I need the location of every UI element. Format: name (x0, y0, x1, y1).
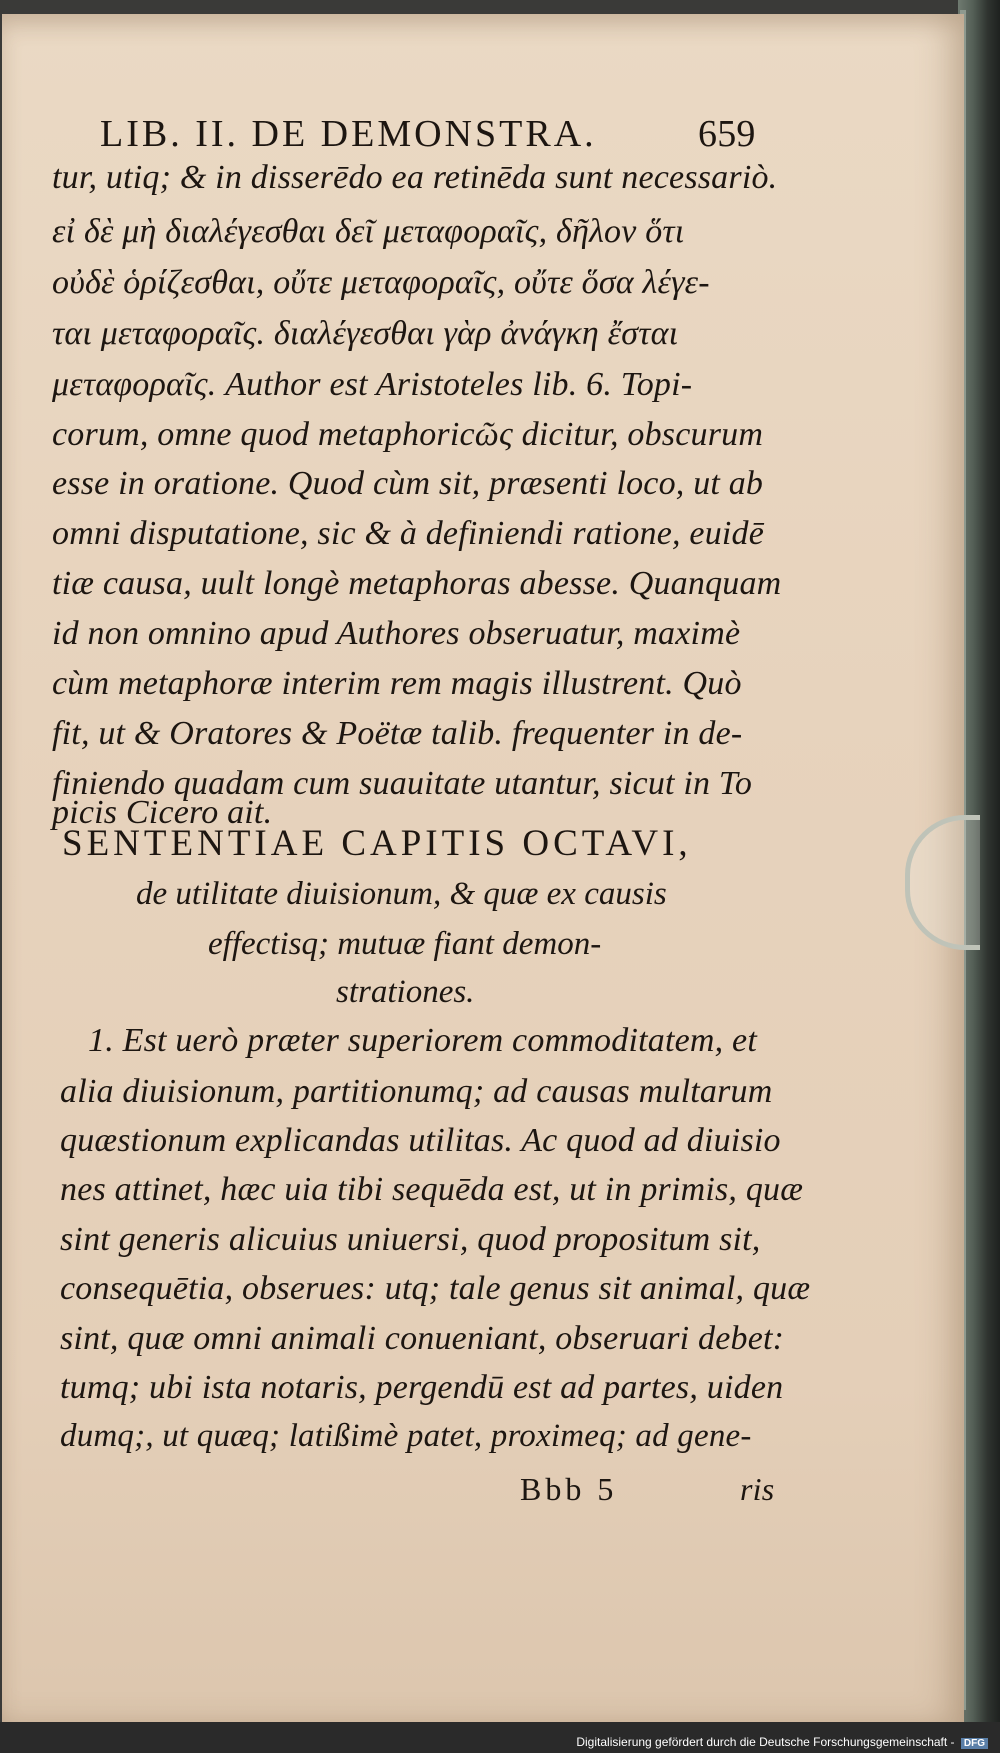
chapter-subtitle-line: strationes. (336, 974, 475, 1010)
body-line: finiendo quadam cum suauitate utantur, sicut in To (52, 765, 753, 802)
section-line: dumq;, ut quæq; latißimè patet, proximeq; ad gene- (60, 1418, 752, 1454)
section-line: nes attinet, hæc uia tibi sequēda est, ut in primis, quæ (60, 1171, 804, 1208)
body-line-last: picis Cicero ait. (52, 794, 273, 831)
signature-mark: Bbb 5 (520, 1471, 618, 1507)
section-line: 1. Est uerò præter superiorem commoditatem, et (88, 1022, 757, 1059)
body-line-greek: οὐδὲ ὁρίζεσθαι, οὔτε μεταφοραῖς, οὔτε ὅσα λέγε- (52, 264, 710, 301)
catchword: ris (740, 1471, 775, 1507)
digitization-credit-text: Digitalisierung gefördert durch die Deutsche Forschungsgemeinschaft - (576, 1735, 955, 1749)
body-line: fit, ut & Oratores & Poëtæ talib. frequenter in de- (52, 715, 743, 752)
body-line-greek: εἰ δὲ μὴ διαλέγεσθαι δεῖ μεταφοραῖς, δῆλον ὅτι (52, 213, 685, 250)
section-line: tumq; ubi ista notaris, pergendū est ad partes, uiden (60, 1369, 784, 1406)
section-line: consequētia, obserues: utq; tale genus sit animal, quæ (60, 1270, 811, 1307)
book-page (2, 14, 964, 1724)
body-line: id non omnino apud Authores obseruatur, maximè (52, 615, 741, 652)
body-line: tur, utiq; & in disserēdo ea retinēda sunt necessariò. (52, 159, 778, 196)
section-line: alia diuisionum, partitionumq; ad causas multarum (60, 1073, 773, 1110)
body-line: esse in oratione. Quod cùm sit, præsenti loco, ut ab (52, 465, 764, 502)
chapter-subtitle-line: de utilitate diuisionum, & quæ ex causis (136, 876, 667, 912)
page-number: 659 (698, 113, 756, 155)
dfg-logo: DFG (961, 1738, 988, 1749)
chapter-subtitle-line: effectisq; mutuæ fiant demon- (208, 926, 602, 962)
digitization-credit (576, 1735, 988, 1749)
chapter-heading: SENTENTIAE CAPITIS OCTAVI, (62, 823, 692, 864)
body-line: μεταφοραῖς. Author est Aristoteles lib. 6. Topi- (52, 366, 693, 403)
body-line: corum, omne quod metaphoricῶς dicitur, obscurum (52, 416, 764, 453)
section-line: quæstionum explicandas utilitas. Ac quod ad diuisio (60, 1122, 781, 1159)
body-line-greek: ται μεταφοραῖς. διαλέγεσθαι γὰρ ἀνάγκη ἔσται (52, 315, 679, 352)
running-head: LIB. II. DE DEMONSTRA. (100, 113, 597, 155)
body-line: tiæ causa, uult longè metaphoras abesse. Quanquam (52, 565, 782, 602)
section-line: sint generis alicuius uniuersi, quod propositum sit, (60, 1221, 761, 1258)
body-line: omni disputatione, sic & à definiendi ratione, euidē (52, 515, 765, 552)
body-line: cùm metaphoræ interim rem magis illustrent. Quò (52, 665, 742, 702)
section-line: sint, quæ omni animali conueniant, obseruari debet: (60, 1320, 785, 1357)
